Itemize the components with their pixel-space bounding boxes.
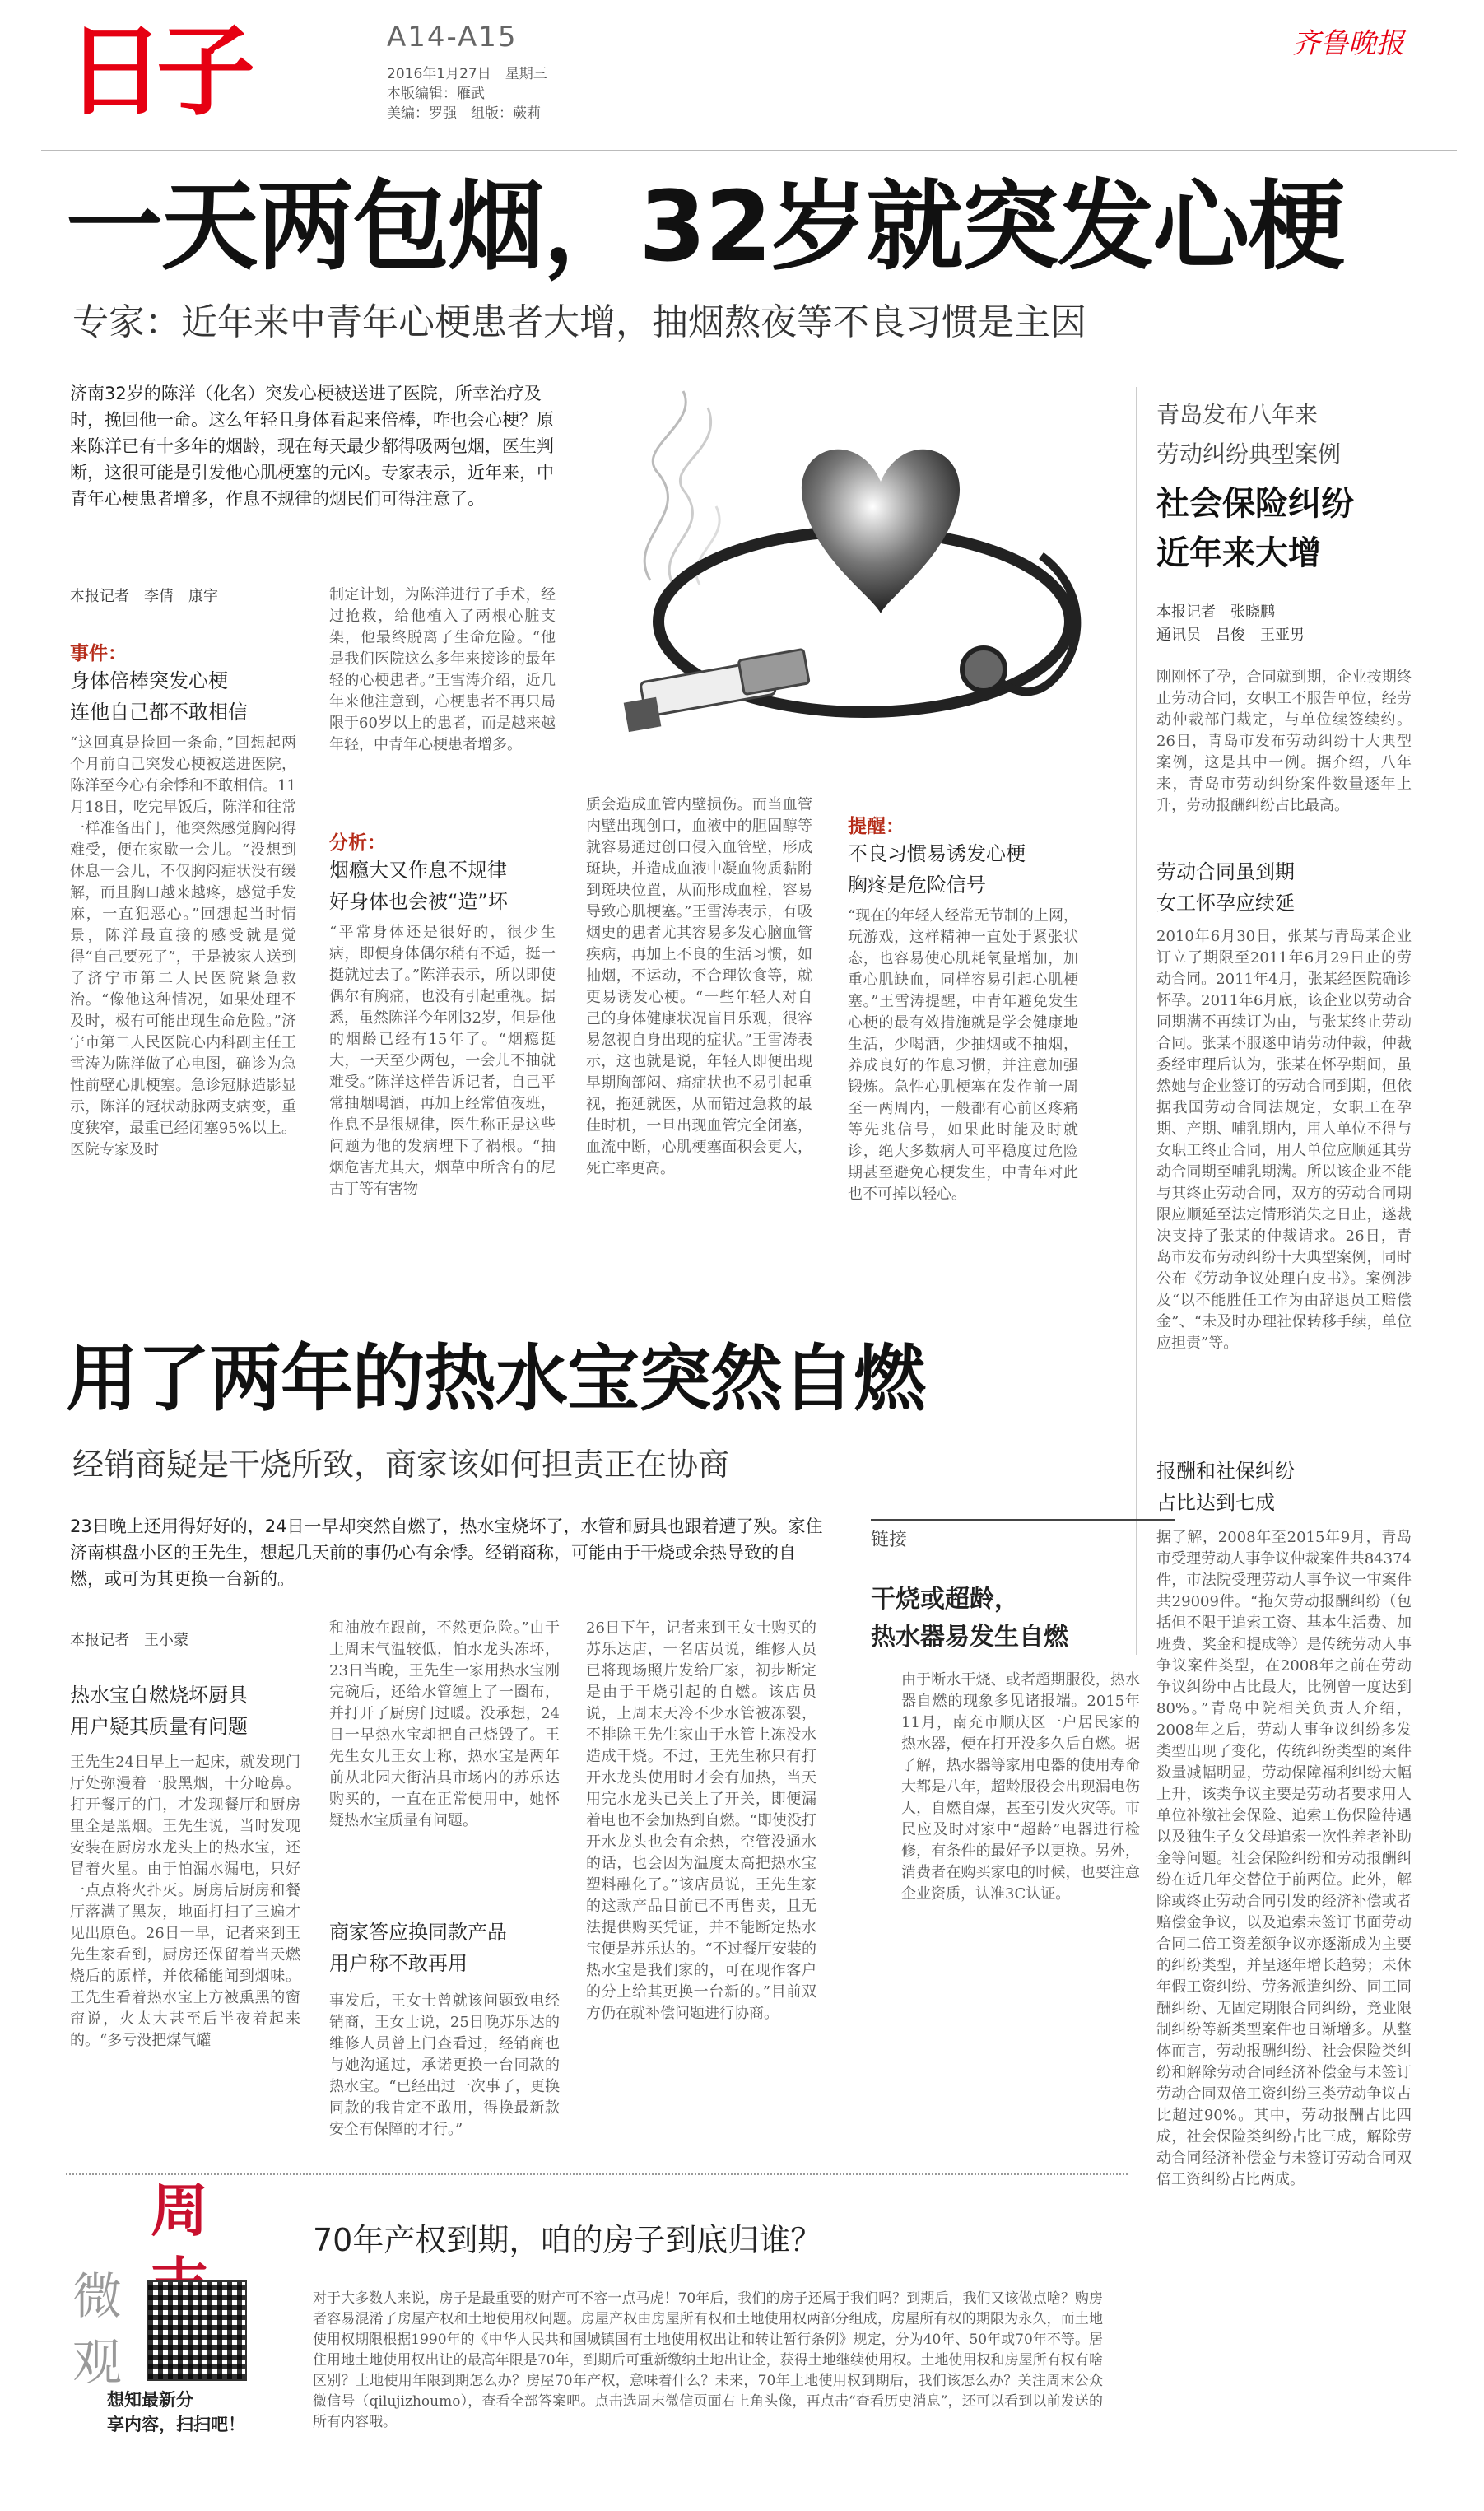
story1-headline: 一天两包烟，32岁就突发心梗	[66, 170, 1344, 283]
sidebar-correspondent: 通讯员 吕俊 王亚男	[1156, 627, 1305, 644]
section-label: 提醒：	[848, 816, 905, 837]
editor-credit: 本版编辑：雁武	[387, 86, 485, 102]
sidebar-para1: 2010年6月30日，张某与青岛某企业订立了期限至2011年6月29日止的劳动合同。2011年4月，张某经医院确诊怀孕。2011年6月底，该企业以劳动合同期满不再续订为由，与张某终止劳动合同。张某不服遂申请劳动仲裁，仲裁委经审理后认为，张某在怀孕期间，虽然她与企业签订的劳动合同到期，但依据我国劳动合同法规定，女职工在孕期、产期、哺乳期内，用人单位不得与女职工终止合同，用人单位应顺延其劳动合同期至哺乳期满。所以该企业不能与其终止劳动合同，双方的劳动合同期限应顺延至法定情形消失之日止，遂裁决支持了张某的仲裁请求。26日，青岛市发布劳动纠纷十大典型案例，同时公布《劳动争议处理白皮书》。案例涉及“以不能胜任工作为由辞退员工赔偿金”、“未及时办理社保转移手续，单位应担责”等。	[1156, 928, 1412, 1352]
story1-column1: “这回真是捡回一条命，”回想起两个月前自己突发心梗被送进医院，陈洋至今心有余悸和不敢相信。11月18日，吃完早饭后，陈洋和往常一样准备出门，他突然感觉胸闷得难受，便在家歇一会儿。“没想到休息一会儿，不仅胸闷症状没有缓解，而且胸口越来越疼，感觉手发麻，一直犯恶心。”回想起当时情景，陈洋最直接的感受就是觉得“自己要死了”，于是被家人送到了济宁市第二人民医院紧急救治。“像他这种情况，如果处理不及时，极有可能出现生命危险。”济宁市第二人民医院心内科副主任王雪涛为陈洋做了心电图，确诊为急性前壁心肌梗塞。急诊冠脉造影显示，陈洋的冠状动脉两支病变，重度狭窄，最重已经闭塞95%以上。医院专家及时	[70, 734, 296, 1158]
story2-lead: 23日晚上还用得好好的，24日一早却突然自燃了，热水宝烧坏了，水管和厨具也跟着遭了殃。家住济南棋盘小区的王先生，想起几天前的事仍心有余悸。经销商称，可能由于干烧或余热导致的自燃，或可为其更换一台新的。	[70, 1516, 823, 1589]
story1-column2-top: 制定计划，为陈洋进行了手术，经过抢救，给他植入了两根心脏支架，他最终脱离了生命危险。“他是我们医院这么多年来接诊的最年轻的心梗患者。”王雪涛介绍，近几年来他注意到，心梗患者不再只局限于60岁以上的患者，而是越来越年轻，中青年心梗患者增多。	[329, 586, 556, 753]
sidebar-kicker: 劳动纠纷典型案例	[1156, 440, 1342, 468]
story1-lead: 济南32岁的陈洋（化名）突发心梗被送进了医院，所幸治疗及时，挽回他一命。这么年轻且身体看起来倍棒，咋也会心梗？原来陈洋已有十多年的烟龄，现在每天最少都得吸两包烟，医生判断，这很可能是引发他心肌梗塞的元凶。专家表示，近年来，中青年心梗患者增多，作息不规律的烟民们可得注意了。	[70, 384, 554, 509]
story2-section1-title: 热水宝自燃烧坏厨具 用户疑其质量有问题	[70, 1684, 248, 1738]
link-box	[871, 1519, 1175, 1551]
story2-column2-top: 和油放在跟前，不然更危险。”由于上周末气温较低，怕水龙头冻坏，23日当晚，王先生一家用热水宝刚完碗后，还给水管缠上了一圈布，并打开了厨房门过暖。没承想，24日一早热水宝却把自己烧毁了。王先生女儿王女士称，热水宝是两年前从北园大街洁具市场内的苏乐达购买的，一直在正常使用中，她怀疑热水宝质量有问题。	[329, 1619, 560, 1829]
sidebar-reporter: 本报记者 张晓鹏	[1156, 603, 1275, 621]
story2-headline: 用了两年的热水宝突然自燃	[66, 1336, 926, 1421]
cigarette-heart-stethoscope-illustration	[593, 375, 1119, 778]
weekly-body: 对于大多数人来说，房子是最重要的财产可不容一点马虎！70年后，我们的房子还属于我们吗？到期后，我们又该做点啥？购房者容易混淆了房屋产权和土地使用权问题。房屋产权由房屋所有权和土地使用权两部分组成，房屋所有权的期限为永久，而土地使用权期限根据1990年的《中华人民共和国城镇国有土地使用权出让和转让暂行条例》规定，分为40年、50年或70年不等。居住用地土地使用权出让的最高年限是70年，到期后可重新缴纳土地出让金，获得土地继续使用权。土地使用权和房屋所有权有啥区别？土地使用年限到期怎么办？房屋70年产权，意味着什么？未来，70年土地使用权到期后，我们该怎么办？关注周末公众微信号（qilujizhoumo），查看全部答案吧。点击选周末微信页面右上角头像，再点击“查看历史消息”，还可以看到以前发送的所有内容哦。	[313, 2290, 1103, 2430]
story1-section-reminder	[848, 811, 1078, 901]
qr-code-icon[interactable]	[147, 2280, 247, 2381]
section-title: 身体倍棒突发心梗 连他自己都不敢相信	[70, 669, 248, 724]
story2-section2-title: 商家答应换同款产品 用户称不敢再用	[329, 1921, 507, 1975]
sidebar-intro: 刚刚怀了孕，合同就到期，企业按期终止劳动合同，女职工不服告单位，经劳动仲裁部门裁定，与单位续签续约。26日，青岛市发布劳动纠纷十大典型案例，这是其中一例。据介绍，八年来，青岛市劳动纠纷案件数量逐年上升，劳动报酬纠纷占比最高。	[1156, 669, 1412, 814]
story2-column1: 王先生24日早上一起床，就发现门厅处弥漫着一股黑烟，十分呛鼻。打开餐厅的门，才发现餐厅和厨房里全是黑烟。王先生说，当时发现安装在厨房水龙头上的热水宝，还冒着火星。由于怕漏水漏电，只好一点点将火扑灭。厨房后厨房和餐厅落满了黑灰，地面打扫了三遍才见出原色。26日一早，记者来到王先生家看到，厨房还保留着当天燃烧后的原样，并依稀能闻到烟味。王先生看着热水宝上方被熏黑的窗帘说，火太大甚至后半夜着起来的。“多亏没把煤气罐	[70, 1754, 300, 2049]
weekly-side-text: 微观	[72, 2268, 122, 2392]
section-label: 分析：	[329, 832, 386, 854]
story2-subheadline: 经销商疑是干烧所致，商家该如何担责正在协商	[72, 1447, 730, 1483]
header-divider	[41, 150, 1457, 151]
section-title: 不良习惯易诱发心梗 胸疼是危险信号	[848, 842, 1026, 897]
weekly-brand: 周	[151, 2177, 208, 2244]
story1-column3: 质会造成血管内壁损伤。而当血管内壁出现创口，血液中的胆固醇等就容易通过创口侵入血管壁，形成斑块，并造成血液中凝血物质黏附到斑块位置，从而形成血栓，容易导致心肌梗塞。”王雪涛表示，有吸烟史的患者尤其容易多发心脑血管疾病，再加上不良的生活习惯，如抽烟，不运动，不合理饮食等，就更易诱发心梗。“一些年轻人对自己的身体健康状况盲目乐观，很容易忽视自身出现的症状。”王雪涛表示，这也就是说，年轻人即便出现早期胸部闷、痛症状也不易引起重视，拖延就医，从而错过急救的最佳时机，一旦出现血管完全闭塞，血流中断，心肌梗塞面积会更大，死亡率更高。	[586, 796, 812, 1177]
sidebar-subhead2: 报酬和社保纠纷 占比达到七成	[1156, 1460, 1295, 1514]
weekly-headline: 70年产权到期，咱的房子到底归谁？	[313, 2222, 822, 2258]
sidebar-para2: 据了解，2008年至2015年9月，青岛市受理劳动人事争议仲裁案件共84374件，市法院受理劳动人事争议一审案件共29009件。“拖欠劳动报酬纠纷（包括但不限于追索工资、基本生活费、加班费、奖金和提成等）是传统劳动人事争议案件类型，在2008年之前在劳动争议纠纷中占比最大，比例曾一度达到80%。”青岛中院相关负责人介绍，2008年之后，劳动人事争议纠纷多发类型出现了变化，传统纠纷类型的案件数量减幅明显，劳动保障福利纠纷大幅上升，该类争议主要是劳动者要求用人单位补缴社会保险、追索工伤保险待遇以及独生子女父母追索一次性养老补助金等问题。社会保险纠纷和劳动报酬纠纷在近几年交替位于前两位。此外，解除或终止劳动合同引发的经济补偿或者赔偿金争议，以及追索未签订书面劳动合同二倍工资差额争议亦逐渐成为主要的纠纷类型，并呈逐年增长趋势；未休年假工资纠纷、劳务派遣纠纷、同工同酬纠纷、无固定期限合同纠纷，竞业限制纠纷等新类型案件也日渐增多。从整体而言，劳动报酬纠纷、社会保险类纠纷和解除劳动合同经济补偿金与未签订劳动合同双倍工资纠纷三类劳动争议占比超过90%。其中，劳动报酬占比四成，社会保险类纠纷占比三成，解除劳动合同经济补偿金与未签订劳动合同双倍工资纠纷占比两成。	[1156, 1529, 1412, 2188]
link-label: 链接	[871, 1530, 908, 1550]
page-range: A14-A15	[387, 21, 518, 54]
story1-column2-bottom: “平常身体还是很好的，很少生病，即便身体偶尔稍有不适，挺一挺就过去了。”陈洋表示，所以即使偶尔有胸痛，也没有引起重视。据悉，虽然陈洋今年刚32岁，但是他的烟龄已经有15年了。“烟瘾挺大，一天至少两包，一会儿不抽就难受。”陈洋这样告诉记者，自己平常抽烟喝酒，再加上经常值夜班，作息不是很规律，医生称正是这些问题为他的发病埋下了祸根。“抽烟危害尤其大，烟草中所含有的尼古丁等有害物	[329, 924, 556, 1198]
story1-column4: “现在的年轻人经常无节制的上网，玩游戏，这样精神一直处于紧张状态，也容易使心肌耗氧量增加，加重心肌缺血，同样容易引起心肌梗塞。”王雪涛提醒，中青年避免发生心梗的最有效措施就是学会健康地生活，少喝酒，少抽烟或不抽烟，养成良好的作息习惯，并注意加强锻炼。急性心肌梗塞在发作前一周至一两周内，一般都有心前区疼痛等先兆信号，如果此时能及时就诊，绝大多数病人可平稳度过危险期甚至避免心梗发生，中青年对此也不可掉以轻心。	[848, 907, 1078, 1203]
story2-column3: 26日下午，记者来到王女士购买的苏乐达店，一名店员说，维修人员已将现场照片发给厂家，初步断定是由于干烧引起的自燃。该店员说，上周末天冷不少水管被冻裂，不排除王先生家由于水管上冻没水造成干烧。不过，王先生称只有打开水龙头使用时才会有加热，当天用完水龙头已关上了开关，即便漏着电也不会加热到自燃。“即使没打开水龙头也会有余热，空管没通水的话，也会因为温度太高把热水宝塑料融化了。”该店员说，王先生家的这款产品目前已不再售卖，且无法提供购买凭证，并不能断定热水宝便是苏乐达的。“不过餐厅安装的热水宝是我们家的，可在现作客户的分上给其更换一台新的。”目前双方仍在就补偿问题进行协商。	[586, 1619, 816, 2022]
issue-meta	[387, 64, 547, 123]
masthead: 日子	[66, 15, 247, 129]
story1-section-analysis	[329, 827, 556, 917]
story1-byline: 本报记者 李倩 康宇	[70, 588, 218, 605]
weekly-caption: 想知最新分 享内容，扫扫吧！	[107, 2390, 245, 2434]
story2-column2-bottom: 事发后，王女士曾就该问题致电经销商，王女士说，25日晚苏乐达的维修人员曾上门查看过，经销商也与她沟通过，承诺更换一台同款的热水宝。“已经出过一次事了，更换同款的我肯定不敢用，得换最新款安全有保障的才行。”	[329, 1992, 560, 2138]
sidebar-headline: 社会保险纠纷 近年来大增	[1156, 485, 1354, 572]
story2-byline: 本报记者 王小蒙	[70, 1632, 188, 1649]
section-title: 烟瘾大又作息不规律 好身体也会被“造”坏	[329, 859, 508, 913]
section-label: 事件：	[70, 643, 127, 664]
sidebar-subhead1: 劳动合同虽到期 女工怀孕应续延	[1156, 860, 1295, 915]
sidebar-header	[1156, 395, 1420, 578]
issue-date: 2016年1月27日 星期三	[387, 66, 547, 82]
sidebar-kicker: 青岛发布八年来	[1156, 401, 1319, 428]
sidebar-divider	[1136, 387, 1137, 1655]
link-body: 由于断水干烧、或者超期服役，热水器自燃的现象多见诸报端。2015年11月，南充市顺庆区一户居民家的热水器，便在打开没多久后自燃。据了解，热水器等家用电器的使用寿命大都是八年，超龄服役会出现漏电伤人，自燃自爆，甚至引发火灾等。市民应及时对家中“超龄”电器进行检修，有条件的最好予以更换。另外，消费者在购买家电的时候，也要注意企业资质，认准3C认证。	[901, 1671, 1140, 1903]
designer-credit: 美编：罗强 组版：蕨莉	[387, 105, 541, 122]
newspaper-logo: 齐鲁晚报	[1292, 27, 1404, 60]
story1-section-event	[70, 638, 296, 728]
link-title: 干烧或超龄， 热水器易发生自燃	[871, 1585, 1068, 1651]
sidebar-byline	[1156, 601, 1305, 647]
story1-subheadline: 专家：近年来中青年心梗患者大增，抽烟熬夜等不良习惯是主因	[72, 301, 1086, 343]
